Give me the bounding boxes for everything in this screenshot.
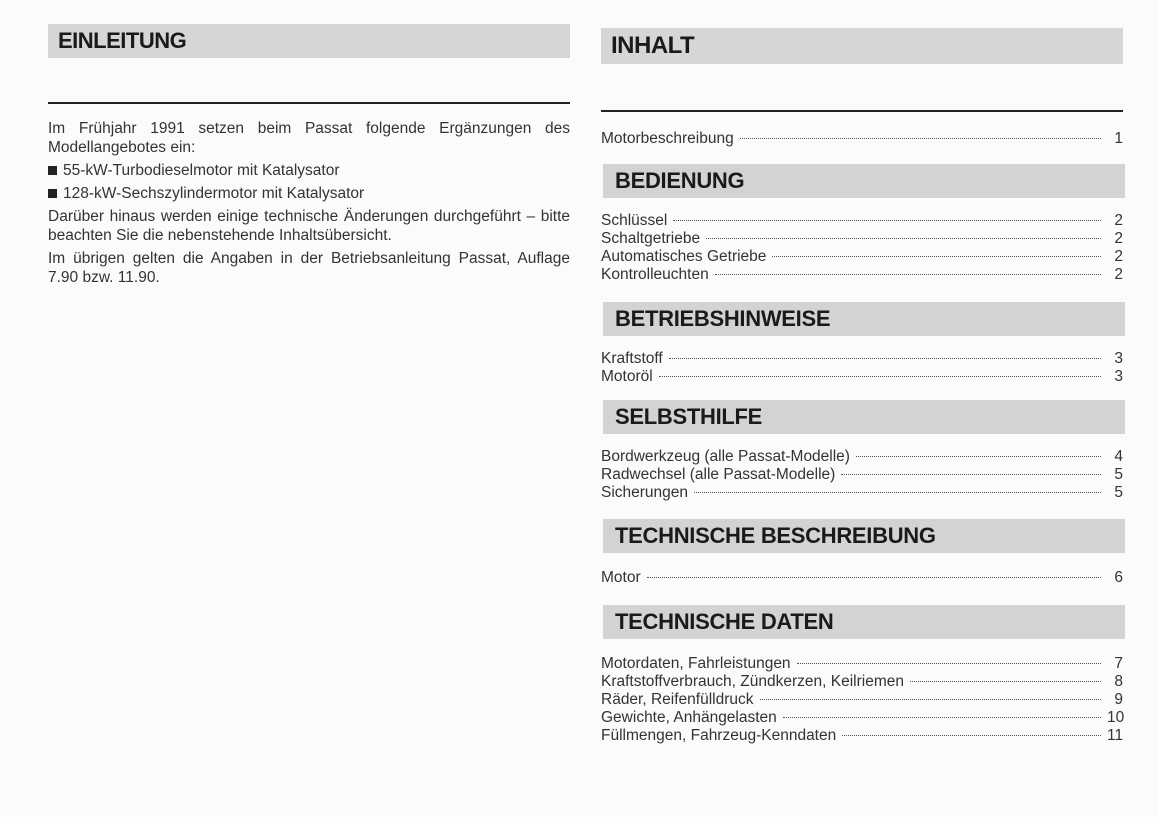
toc-entry[interactable] bbox=[601, 130, 1123, 148]
toc-page-number: 2 bbox=[1114, 248, 1123, 265]
toc-section bbox=[601, 400, 1123, 502]
divider-rule bbox=[601, 110, 1123, 112]
toc-entry[interactable] bbox=[601, 569, 1123, 587]
toc-entry[interactable] bbox=[601, 350, 1123, 368]
toc-entry-label: Motordaten, Fahrleistungen bbox=[601, 655, 791, 672]
toc-entry-label: Schaltgetriebe bbox=[601, 230, 701, 247]
leader-dots bbox=[842, 735, 1101, 736]
bullet-square-icon bbox=[48, 189, 57, 198]
toc-entry-label: Kraftstoff bbox=[601, 350, 663, 367]
leader-dots bbox=[797, 663, 1101, 664]
toc-page-number: 2 bbox=[1114, 230, 1123, 247]
toc-page-number: 5 bbox=[1114, 484, 1123, 501]
toc-entry[interactable] bbox=[601, 368, 1123, 386]
introduction-heading: EINLEITUNG bbox=[48, 24, 570, 58]
toc-entry-label: Motorbeschreibung bbox=[601, 130, 734, 147]
toc-page-number: 4 bbox=[1114, 448, 1123, 465]
leader-dots bbox=[706, 238, 1101, 239]
toc-entry-label: Radwechsel (alle Passat-Modelle) bbox=[601, 466, 836, 483]
toc-entry[interactable] bbox=[601, 448, 1123, 466]
introduction-text bbox=[48, 119, 570, 287]
leader-dots bbox=[673, 220, 1101, 221]
leader-dots bbox=[856, 456, 1101, 457]
toc-entry-label: Bordwerkzeug (alle Passat-Modelle) bbox=[601, 448, 850, 465]
leader-dots bbox=[715, 274, 1101, 275]
leader-dots bbox=[694, 492, 1101, 493]
reference-paragraph: Im übrigen gelten die Angaben in der Betriebsanleitung Passat, Auflage 7.90 bzw. 11.90. bbox=[48, 250, 570, 286]
bullet-square-icon bbox=[48, 166, 57, 175]
toc-page-number: 2 bbox=[1114, 212, 1123, 229]
toc-entry-label: Kraftstoffverbrauch, Zündkerzen, Keilriemen bbox=[601, 673, 904, 690]
contents-heading: INHALT bbox=[601, 28, 1123, 64]
toc-page-number: 10 bbox=[1107, 709, 1125, 726]
bullet-item bbox=[48, 184, 570, 203]
toc-entry-label: Motoröl bbox=[601, 368, 653, 385]
toc-entry-label: Automatisches Getriebe bbox=[601, 248, 767, 265]
toc-entry-label: Kontrolleuchten bbox=[601, 266, 709, 283]
leader-dots bbox=[772, 256, 1101, 257]
toc-entry-label: Räder, Reifenfülldruck bbox=[601, 691, 754, 708]
section-heading: TECHNISCHE BESCHREIBUNG bbox=[603, 519, 1125, 553]
toc-section bbox=[601, 605, 1123, 745]
toc-section bbox=[601, 164, 1123, 284]
toc-entry[interactable] bbox=[601, 709, 1123, 727]
toc-entry[interactable] bbox=[601, 484, 1123, 502]
bullet-text: 128-kW-Sechszylindermotor mit Katalysator bbox=[63, 185, 365, 202]
toc-entry[interactable] bbox=[601, 230, 1123, 248]
toc-entry-label: Schlüssel bbox=[601, 212, 668, 229]
toc-page-number: 1 bbox=[1114, 130, 1123, 147]
toc-page-number: 5 bbox=[1114, 466, 1123, 483]
toc-page-number: 3 bbox=[1114, 350, 1123, 367]
toc-page-number: 8 bbox=[1114, 673, 1123, 690]
toc-entry[interactable] bbox=[601, 466, 1123, 484]
leader-dots bbox=[760, 699, 1102, 700]
bullet-text: 55-kW-Turbodieselmotor mit Katalysator bbox=[63, 162, 340, 179]
toc-entry[interactable] bbox=[601, 266, 1123, 284]
section-heading: TECHNISCHE DATEN bbox=[603, 605, 1125, 639]
toc-entry[interactable] bbox=[601, 691, 1123, 709]
section-heading: BEDIENUNG bbox=[603, 164, 1125, 198]
intro-paragraph: Im Frühjahr 1991 setzen beim Passat folgende Ergänzungen des Modellangebotes ein: bbox=[48, 120, 570, 156]
toc-entry[interactable] bbox=[601, 248, 1123, 266]
leader-dots bbox=[669, 358, 1101, 359]
toc-entry[interactable] bbox=[601, 655, 1123, 673]
toc-section bbox=[601, 519, 1123, 587]
toc-page-number: 6 bbox=[1114, 569, 1123, 586]
toc-entry-label: Füllmengen, Fahrzeug-Kenndaten bbox=[601, 727, 837, 744]
toc-section bbox=[601, 302, 1123, 386]
introduction-column bbox=[48, 24, 570, 287]
leader-dots bbox=[740, 138, 1101, 139]
section-heading: BETRIEBSHINWEISE bbox=[603, 302, 1125, 336]
toc-entry-label: Gewichte, Anhängelasten bbox=[601, 709, 777, 726]
toc-page-number: 9 bbox=[1114, 691, 1123, 708]
toc-entry[interactable] bbox=[601, 673, 1123, 691]
bullet-item bbox=[48, 161, 570, 180]
changes-paragraph: Darüber hinaus werden einige technische Änderungen durchgeführt – bitte beachten Sie die nebenstehende Inhaltsübersicht. bbox=[48, 208, 570, 244]
toc-page-number: 2 bbox=[1114, 266, 1123, 283]
toc-entry-label: Motor bbox=[601, 569, 641, 586]
divider-rule bbox=[48, 102, 570, 104]
leader-dots bbox=[783, 717, 1101, 718]
leader-dots bbox=[647, 577, 1101, 578]
toc-page-number: 7 bbox=[1114, 655, 1123, 672]
toc-page-number: 11 bbox=[1107, 727, 1124, 744]
leader-dots bbox=[910, 681, 1101, 682]
contents-column bbox=[601, 28, 1123, 745]
leader-dots bbox=[841, 474, 1101, 475]
toc-page-number: 3 bbox=[1114, 368, 1123, 385]
section-heading: SELBSTHILFE bbox=[603, 400, 1125, 434]
toc-entry[interactable] bbox=[601, 727, 1123, 745]
leader-dots bbox=[659, 376, 1101, 377]
toc-entry[interactable] bbox=[601, 212, 1123, 230]
toc-entry-label: Sicherungen bbox=[601, 484, 689, 501]
